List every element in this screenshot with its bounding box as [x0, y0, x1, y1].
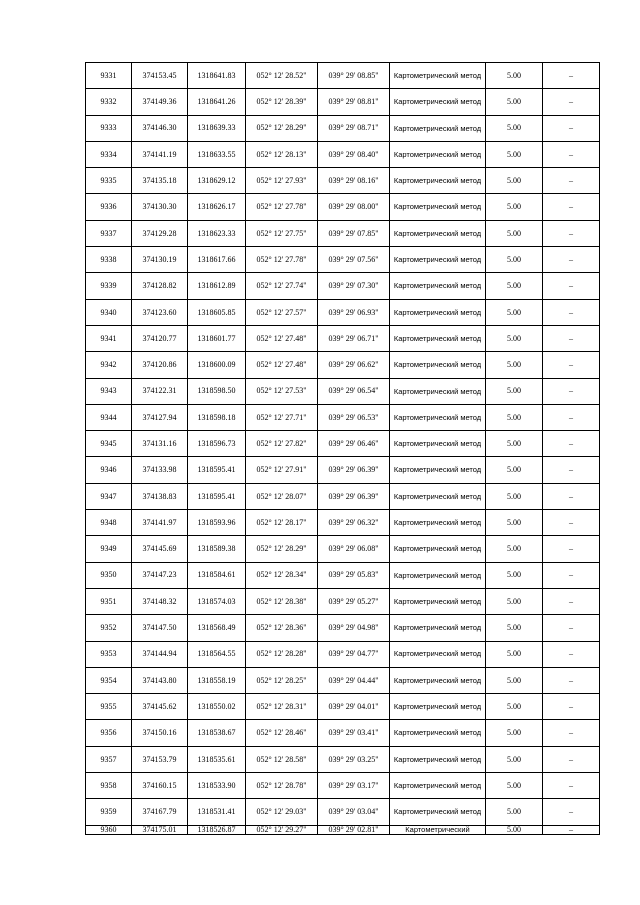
method-cell: Картометрический метод	[390, 247, 486, 273]
note-cell: –	[543, 694, 600, 720]
accuracy-cell: 5.00	[486, 194, 543, 220]
latitude-cell: 052° 12' 27.78"	[246, 194, 318, 220]
note-cell: –	[543, 404, 600, 430]
latitude-cell: 052° 12' 28.39"	[246, 89, 318, 115]
table-row	[86, 168, 600, 194]
point-number-cell: 9333	[86, 115, 132, 141]
table-row	[86, 588, 600, 614]
method-cell: Картометрический	[390, 825, 486, 834]
x-coordinate-cell: 374141.19	[132, 141, 188, 167]
x-coordinate-cell: 374149.36	[132, 89, 188, 115]
point-number-cell: 9343	[86, 378, 132, 404]
point-number-cell: 9344	[86, 404, 132, 430]
method-cell: Картометрический метод	[390, 325, 486, 351]
point-number-cell: 9349	[86, 536, 132, 562]
note-cell: –	[543, 799, 600, 825]
latitude-cell: 052° 12' 28.29"	[246, 115, 318, 141]
x-coordinate-cell: 374175.01	[132, 825, 188, 834]
x-coordinate-cell: 374153.45	[132, 63, 188, 89]
accuracy-cell: 5.00	[486, 588, 543, 614]
accuracy-cell: 5.00	[486, 694, 543, 720]
y-coordinate-cell: 1318538.67	[188, 720, 246, 746]
coordinates-table	[85, 62, 600, 835]
latitude-cell: 052° 12' 27.74"	[246, 273, 318, 299]
latitude-cell: 052° 12' 28.28"	[246, 641, 318, 667]
note-cell: –	[543, 536, 600, 562]
method-cell: Картометрический метод	[390, 273, 486, 299]
accuracy-cell: 5.00	[486, 825, 543, 834]
latitude-cell: 052° 12' 28.58"	[246, 746, 318, 772]
point-number-cell: 9338	[86, 247, 132, 273]
longitude-cell: 039° 29' 08.85"	[318, 63, 390, 89]
y-coordinate-cell: 1318526.87	[188, 825, 246, 834]
x-coordinate-cell: 374146.30	[132, 115, 188, 141]
accuracy-cell: 5.00	[486, 63, 543, 89]
latitude-cell: 052° 12' 28.34"	[246, 562, 318, 588]
table-row	[86, 536, 600, 562]
method-cell: Картометрический метод	[390, 220, 486, 246]
note-cell: –	[543, 457, 600, 483]
accuracy-cell: 5.00	[486, 615, 543, 641]
latitude-cell: 052° 12' 27.53"	[246, 378, 318, 404]
longitude-cell: 039° 29' 06.53"	[318, 404, 390, 430]
x-coordinate-cell: 374143.80	[132, 667, 188, 693]
longitude-cell: 039° 29' 08.81"	[318, 89, 390, 115]
method-cell: Картометрический метод	[390, 194, 486, 220]
longitude-cell: 039° 29' 05.27"	[318, 588, 390, 614]
y-coordinate-cell: 1318574.03	[188, 588, 246, 614]
point-number-cell: 9336	[86, 194, 132, 220]
method-cell: Картометрический метод	[390, 588, 486, 614]
y-coordinate-cell: 1318550.02	[188, 694, 246, 720]
note-cell: –	[543, 773, 600, 799]
latitude-cell: 052° 12' 27.78"	[246, 247, 318, 273]
method-cell: Картометрический метод	[390, 667, 486, 693]
method-cell: Картометрический метод	[390, 483, 486, 509]
method-cell: Картометрический метод	[390, 536, 486, 562]
y-coordinate-cell: 1318641.83	[188, 63, 246, 89]
y-coordinate-cell: 1318617.66	[188, 247, 246, 273]
note-cell: –	[543, 378, 600, 404]
latitude-cell: 052° 12' 28.36"	[246, 615, 318, 641]
x-coordinate-cell: 374128.82	[132, 273, 188, 299]
accuracy-cell: 5.00	[486, 115, 543, 141]
note-cell: –	[543, 720, 600, 746]
point-number-cell: 9339	[86, 273, 132, 299]
accuracy-cell: 5.00	[486, 483, 543, 509]
note-cell: –	[543, 588, 600, 614]
latitude-cell: 052° 12' 28.13"	[246, 141, 318, 167]
latitude-cell: 052° 12' 28.17"	[246, 510, 318, 536]
table-row	[86, 562, 600, 588]
table-row	[86, 615, 600, 641]
x-coordinate-cell: 374122.31	[132, 378, 188, 404]
accuracy-cell: 5.00	[486, 667, 543, 693]
point-number-cell: 9335	[86, 168, 132, 194]
longitude-cell: 039° 29' 06.54"	[318, 378, 390, 404]
x-coordinate-cell: 374147.23	[132, 562, 188, 588]
x-coordinate-cell: 374167.79	[132, 799, 188, 825]
point-number-cell: 9353	[86, 641, 132, 667]
y-coordinate-cell: 1318584.61	[188, 562, 246, 588]
point-number-cell: 9355	[86, 694, 132, 720]
note-cell: –	[543, 273, 600, 299]
x-coordinate-cell: 374141.97	[132, 510, 188, 536]
method-cell: Картометрический метод	[390, 562, 486, 588]
x-coordinate-cell: 374123.60	[132, 299, 188, 325]
accuracy-cell: 5.00	[486, 562, 543, 588]
y-coordinate-cell: 1318598.50	[188, 378, 246, 404]
point-number-cell: 9351	[86, 588, 132, 614]
latitude-cell: 052° 12' 27.93"	[246, 168, 318, 194]
y-coordinate-cell: 1318601.77	[188, 325, 246, 351]
table-row	[86, 667, 600, 693]
method-cell: Картометрический метод	[390, 404, 486, 430]
accuracy-cell: 5.00	[486, 247, 543, 273]
point-number-cell: 9360	[86, 825, 132, 834]
note-cell: –	[543, 746, 600, 772]
accuracy-cell: 5.00	[486, 641, 543, 667]
point-number-cell: 9357	[86, 746, 132, 772]
latitude-cell: 052° 12' 28.25"	[246, 667, 318, 693]
y-coordinate-cell: 1318533.90	[188, 773, 246, 799]
note-cell: –	[543, 89, 600, 115]
note-cell: –	[543, 562, 600, 588]
longitude-cell: 039° 29' 06.71"	[318, 325, 390, 351]
y-coordinate-cell: 1318595.41	[188, 483, 246, 509]
note-cell: –	[543, 667, 600, 693]
latitude-cell: 052° 12' 28.29"	[246, 536, 318, 562]
latitude-cell: 052° 12' 28.78"	[246, 773, 318, 799]
longitude-cell: 039° 29' 06.08"	[318, 536, 390, 562]
accuracy-cell: 5.00	[486, 299, 543, 325]
method-cell: Картометрический метод	[390, 141, 486, 167]
accuracy-cell: 5.00	[486, 404, 543, 430]
method-cell: Картометрический метод	[390, 799, 486, 825]
latitude-cell: 052° 12' 27.71"	[246, 404, 318, 430]
longitude-cell: 039° 29' 03.04"	[318, 799, 390, 825]
table-row	[86, 694, 600, 720]
method-cell: Картометрический метод	[390, 510, 486, 536]
longitude-cell: 039° 29' 06.62"	[318, 352, 390, 378]
accuracy-cell: 5.00	[486, 273, 543, 299]
table-row	[86, 299, 600, 325]
latitude-cell: 052° 12' 28.07"	[246, 483, 318, 509]
x-coordinate-cell: 374138.83	[132, 483, 188, 509]
y-coordinate-cell: 1318596.73	[188, 431, 246, 457]
note-cell: –	[543, 431, 600, 457]
method-cell: Картометрический метод	[390, 773, 486, 799]
longitude-cell: 039° 29' 08.16"	[318, 168, 390, 194]
table-row	[86, 746, 600, 772]
note-cell: –	[543, 194, 600, 220]
note-cell: –	[543, 615, 600, 641]
y-coordinate-cell: 1318626.17	[188, 194, 246, 220]
accuracy-cell: 5.00	[486, 378, 543, 404]
point-number-cell: 9341	[86, 325, 132, 351]
point-number-cell: 9356	[86, 720, 132, 746]
y-coordinate-cell: 1318595.41	[188, 457, 246, 483]
latitude-cell: 052° 12' 27.91"	[246, 457, 318, 483]
latitude-cell: 052° 12' 27.48"	[246, 352, 318, 378]
accuracy-cell: 5.00	[486, 431, 543, 457]
table-row	[86, 404, 600, 430]
method-cell: Картометрический метод	[390, 431, 486, 457]
longitude-cell: 039° 29' 07.85"	[318, 220, 390, 246]
longitude-cell: 039° 29' 08.40"	[318, 141, 390, 167]
accuracy-cell: 5.00	[486, 799, 543, 825]
y-coordinate-cell: 1318641.26	[188, 89, 246, 115]
point-number-cell: 9350	[86, 562, 132, 588]
x-coordinate-cell: 374127.94	[132, 404, 188, 430]
longitude-cell: 039° 29' 05.83"	[318, 562, 390, 588]
x-coordinate-cell: 374133.98	[132, 457, 188, 483]
point-number-cell: 9331	[86, 63, 132, 89]
x-coordinate-cell: 374148.32	[132, 588, 188, 614]
longitude-cell: 039° 29' 08.71"	[318, 115, 390, 141]
method-cell: Картометрический метод	[390, 63, 486, 89]
y-coordinate-cell: 1318589.38	[188, 536, 246, 562]
longitude-cell: 039° 29' 07.56"	[318, 247, 390, 273]
x-coordinate-cell: 374153.79	[132, 746, 188, 772]
note-cell: –	[543, 299, 600, 325]
x-coordinate-cell: 374130.30	[132, 194, 188, 220]
y-coordinate-cell: 1318605.85	[188, 299, 246, 325]
longitude-cell: 039° 29' 06.46"	[318, 431, 390, 457]
point-number-cell: 9352	[86, 615, 132, 641]
accuracy-cell: 5.00	[486, 510, 543, 536]
y-coordinate-cell: 1318612.89	[188, 273, 246, 299]
y-coordinate-cell: 1318593.96	[188, 510, 246, 536]
method-cell: Картометрический метод	[390, 352, 486, 378]
method-cell: Картометрический метод	[390, 720, 486, 746]
latitude-cell: 052° 12' 27.57"	[246, 299, 318, 325]
accuracy-cell: 5.00	[486, 141, 543, 167]
table-row	[86, 220, 600, 246]
method-cell: Картометрический метод	[390, 299, 486, 325]
longitude-cell: 039° 29' 02.81"	[318, 825, 390, 834]
longitude-cell: 039° 29' 03.25"	[318, 746, 390, 772]
y-coordinate-cell: 1318558.19	[188, 667, 246, 693]
y-coordinate-cell: 1318531.41	[188, 799, 246, 825]
x-coordinate-cell: 374145.69	[132, 536, 188, 562]
y-coordinate-cell: 1318600.09	[188, 352, 246, 378]
note-cell: –	[543, 825, 600, 834]
latitude-cell: 052° 12' 27.48"	[246, 325, 318, 351]
point-number-cell: 9347	[86, 483, 132, 509]
y-coordinate-cell: 1318623.33	[188, 220, 246, 246]
point-number-cell: 9342	[86, 352, 132, 378]
method-cell: Картометрический метод	[390, 115, 486, 141]
y-coordinate-cell: 1318568.49	[188, 615, 246, 641]
accuracy-cell: 5.00	[486, 352, 543, 378]
note-cell: –	[543, 168, 600, 194]
x-coordinate-cell: 374145.62	[132, 694, 188, 720]
longitude-cell: 039° 29' 03.41"	[318, 720, 390, 746]
table-row	[86, 431, 600, 457]
note-cell: –	[543, 352, 600, 378]
longitude-cell: 039° 29' 08.00"	[318, 194, 390, 220]
method-cell: Картометрический метод	[390, 457, 486, 483]
longitude-cell: 039° 29' 04.98"	[318, 615, 390, 641]
note-cell: –	[543, 247, 600, 273]
y-coordinate-cell: 1318633.55	[188, 141, 246, 167]
note-cell: –	[543, 63, 600, 89]
table-row	[86, 825, 600, 834]
table-row	[86, 773, 600, 799]
point-number-cell: 9348	[86, 510, 132, 536]
y-coordinate-cell: 1318535.61	[188, 746, 246, 772]
table-row	[86, 325, 600, 351]
method-cell: Картометрический метод	[390, 378, 486, 404]
latitude-cell: 052° 12' 29.27"	[246, 825, 318, 834]
table-row	[86, 483, 600, 509]
method-cell: Картометрический метод	[390, 641, 486, 667]
table-row	[86, 378, 600, 404]
longitude-cell: 039° 29' 07.30"	[318, 273, 390, 299]
table-row	[86, 63, 600, 89]
x-coordinate-cell: 374150.16	[132, 720, 188, 746]
y-coordinate-cell: 1318629.12	[188, 168, 246, 194]
note-cell: –	[543, 483, 600, 509]
longitude-cell: 039° 29' 06.93"	[318, 299, 390, 325]
point-number-cell: 9346	[86, 457, 132, 483]
accuracy-cell: 5.00	[486, 773, 543, 799]
x-coordinate-cell: 374129.28	[132, 220, 188, 246]
point-number-cell: 9337	[86, 220, 132, 246]
point-number-cell: 9345	[86, 431, 132, 457]
point-number-cell: 9334	[86, 141, 132, 167]
longitude-cell: 039° 29' 04.44"	[318, 667, 390, 693]
latitude-cell: 052° 12' 28.52"	[246, 63, 318, 89]
latitude-cell: 052° 12' 28.46"	[246, 720, 318, 746]
x-coordinate-cell: 374131.16	[132, 431, 188, 457]
x-coordinate-cell: 374144.94	[132, 641, 188, 667]
x-coordinate-cell: 374160.15	[132, 773, 188, 799]
x-coordinate-cell: 374135.18	[132, 168, 188, 194]
point-number-cell: 9340	[86, 299, 132, 325]
point-number-cell: 9358	[86, 773, 132, 799]
method-cell: Картометрический метод	[390, 746, 486, 772]
table-row	[86, 799, 600, 825]
table-row	[86, 89, 600, 115]
latitude-cell: 052° 12' 28.31"	[246, 694, 318, 720]
accuracy-cell: 5.00	[486, 220, 543, 246]
table-row	[86, 641, 600, 667]
y-coordinate-cell: 1318564.55	[188, 641, 246, 667]
point-number-cell: 9332	[86, 89, 132, 115]
point-number-cell: 9354	[86, 667, 132, 693]
latitude-cell: 052° 12' 27.75"	[246, 220, 318, 246]
y-coordinate-cell: 1318598.18	[188, 404, 246, 430]
table-row	[86, 115, 600, 141]
table-row	[86, 510, 600, 536]
accuracy-cell: 5.00	[486, 325, 543, 351]
x-coordinate-cell: 374147.50	[132, 615, 188, 641]
x-coordinate-cell: 374130.19	[132, 247, 188, 273]
table-row	[86, 457, 600, 483]
latitude-cell: 052° 12' 29.03"	[246, 799, 318, 825]
coordinates-table-body	[86, 63, 600, 835]
longitude-cell: 039° 29' 06.32"	[318, 510, 390, 536]
table-row	[86, 273, 600, 299]
latitude-cell: 052° 12' 28.38"	[246, 588, 318, 614]
method-cell: Картометрический метод	[390, 615, 486, 641]
table-row	[86, 720, 600, 746]
method-cell: Картометрический метод	[390, 89, 486, 115]
accuracy-cell: 5.00	[486, 536, 543, 562]
note-cell: –	[543, 325, 600, 351]
table-row	[86, 352, 600, 378]
note-cell: –	[543, 141, 600, 167]
method-cell: Картометрический метод	[390, 694, 486, 720]
accuracy-cell: 5.00	[486, 746, 543, 772]
point-number-cell: 9359	[86, 799, 132, 825]
table-row	[86, 247, 600, 273]
longitude-cell: 039° 29' 04.77"	[318, 641, 390, 667]
method-cell: Картометрический метод	[390, 168, 486, 194]
y-coordinate-cell: 1318639.33	[188, 115, 246, 141]
note-cell: –	[543, 510, 600, 536]
longitude-cell: 039° 29' 04.01"	[318, 694, 390, 720]
x-coordinate-cell: 374120.86	[132, 352, 188, 378]
note-cell: –	[543, 115, 600, 141]
accuracy-cell: 5.00	[486, 168, 543, 194]
table-row	[86, 194, 600, 220]
note-cell: –	[543, 641, 600, 667]
accuracy-cell: 5.00	[486, 720, 543, 746]
accuracy-cell: 5.00	[486, 457, 543, 483]
x-coordinate-cell: 374120.77	[132, 325, 188, 351]
longitude-cell: 039° 29' 06.39"	[318, 457, 390, 483]
longitude-cell: 039° 29' 06.39"	[318, 483, 390, 509]
longitude-cell: 039° 29' 03.17"	[318, 773, 390, 799]
table-row	[86, 141, 600, 167]
latitude-cell: 052° 12' 27.82"	[246, 431, 318, 457]
note-cell: –	[543, 220, 600, 246]
accuracy-cell: 5.00	[486, 89, 543, 115]
